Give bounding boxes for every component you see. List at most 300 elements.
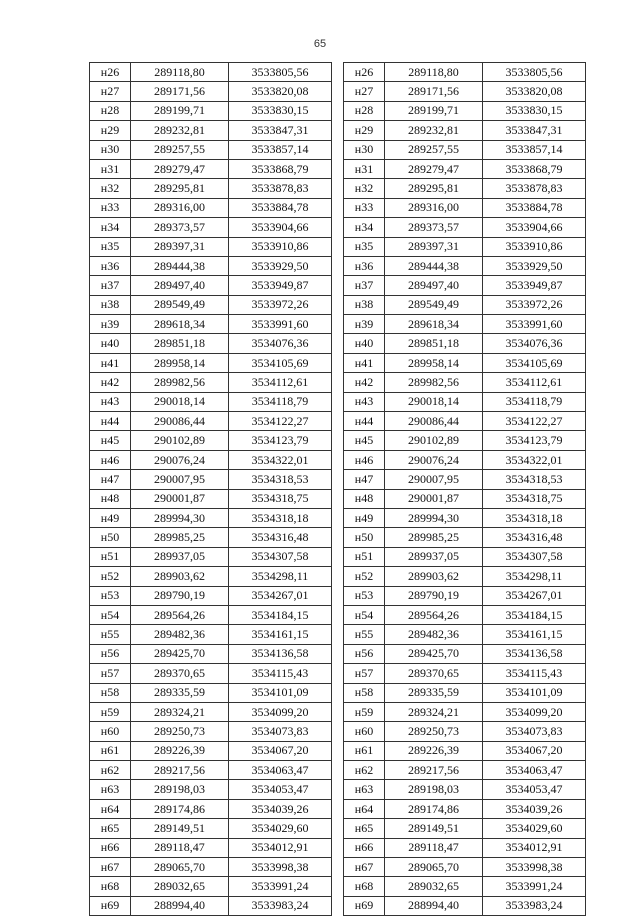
y-coordinate-cell: 3534136,58 — [483, 644, 586, 663]
table-row — [90, 392, 332, 411]
y-coordinate-cell: 3534029,60 — [229, 819, 332, 838]
point-id-cell: н65 — [344, 819, 385, 838]
y-coordinate-cell: 3534063,47 — [229, 761, 332, 780]
table-row — [90, 702, 332, 721]
point-id-cell: н27 — [344, 82, 385, 101]
point-id-cell: н62 — [90, 761, 131, 780]
table-row — [90, 586, 332, 605]
point-id-cell: н61 — [344, 741, 385, 760]
x-coordinate-cell: 289335,59 — [131, 683, 229, 702]
point-id-cell: н56 — [344, 644, 385, 663]
table-row — [90, 877, 332, 896]
point-id-cell: н49 — [90, 508, 131, 527]
point-id-cell: н53 — [90, 586, 131, 605]
y-coordinate-cell: 3534067,20 — [483, 741, 586, 760]
table-row — [90, 644, 332, 663]
point-id-cell: н44 — [344, 412, 385, 431]
x-coordinate-cell: 289217,56 — [131, 761, 229, 780]
y-coordinate-cell: 3534053,47 — [229, 780, 332, 799]
table-row — [344, 470, 586, 489]
point-id-cell: н43 — [344, 392, 385, 411]
table-row — [90, 664, 332, 683]
x-coordinate-cell: 289425,70 — [385, 644, 483, 663]
y-coordinate-cell: 3534012,91 — [483, 838, 586, 857]
point-id-cell: н52 — [344, 567, 385, 586]
coordinates-table-right-body — [344, 63, 586, 916]
y-coordinate-cell: 3534115,43 — [229, 664, 332, 683]
table-row — [90, 237, 332, 256]
point-id-cell: н28 — [90, 101, 131, 120]
y-coordinate-cell: 3533910,86 — [483, 237, 586, 256]
y-coordinate-cell: 3534123,79 — [229, 431, 332, 450]
point-id-cell: н54 — [344, 605, 385, 624]
x-coordinate-cell: 289065,70 — [131, 858, 229, 877]
point-id-cell: н31 — [344, 159, 385, 178]
x-coordinate-cell: 290102,89 — [131, 431, 229, 450]
x-coordinate-cell: 289397,31 — [131, 237, 229, 256]
table-row — [344, 644, 586, 663]
x-coordinate-cell: 289373,57 — [385, 218, 483, 237]
x-coordinate-cell: 289316,00 — [385, 198, 483, 217]
y-coordinate-cell: 3534112,61 — [229, 373, 332, 392]
table-row — [344, 567, 586, 586]
point-id-cell: н45 — [90, 431, 131, 450]
point-id-cell: н64 — [344, 799, 385, 818]
point-id-cell: н35 — [90, 237, 131, 256]
y-coordinate-cell: 3534053,47 — [483, 780, 586, 799]
table-row — [344, 489, 586, 508]
y-coordinate-cell: 3534122,27 — [229, 412, 332, 431]
point-id-cell: н44 — [90, 412, 131, 431]
table-row — [344, 353, 586, 372]
y-coordinate-cell: 3533857,14 — [483, 140, 586, 159]
point-id-cell: н32 — [90, 179, 131, 198]
y-coordinate-cell: 3533884,78 — [229, 198, 332, 217]
x-coordinate-cell: 289370,65 — [131, 664, 229, 683]
x-coordinate-cell: 289232,81 — [131, 121, 229, 140]
x-coordinate-cell: 289937,05 — [131, 547, 229, 566]
table-row — [344, 508, 586, 527]
table-row — [90, 82, 332, 101]
table-row — [344, 799, 586, 818]
point-id-cell: н30 — [90, 140, 131, 159]
point-id-cell: н52 — [90, 567, 131, 586]
x-coordinate-cell: 289257,55 — [131, 140, 229, 159]
table-row — [344, 159, 586, 178]
x-coordinate-cell: 289985,25 — [385, 528, 483, 547]
point-id-cell: н66 — [90, 838, 131, 857]
x-coordinate-cell: 289032,65 — [385, 877, 483, 896]
x-coordinate-cell: 289851,18 — [131, 334, 229, 353]
point-id-cell: н64 — [90, 799, 131, 818]
x-coordinate-cell: 289994,30 — [131, 508, 229, 527]
point-id-cell: н55 — [90, 625, 131, 644]
table-row — [344, 315, 586, 334]
point-id-cell: н59 — [90, 702, 131, 721]
x-coordinate-cell: 290001,87 — [385, 489, 483, 508]
x-coordinate-cell: 289958,14 — [131, 353, 229, 372]
y-coordinate-cell: 3534318,75 — [483, 489, 586, 508]
x-coordinate-cell: 289065,70 — [385, 858, 483, 877]
table-row — [90, 140, 332, 159]
table-row — [344, 295, 586, 314]
point-id-cell: н39 — [344, 315, 385, 334]
x-coordinate-cell: 289279,47 — [131, 159, 229, 178]
table-row — [90, 431, 332, 450]
y-coordinate-cell: 3533847,31 — [483, 121, 586, 140]
point-id-cell: н47 — [344, 470, 385, 489]
table-row — [90, 858, 332, 877]
y-coordinate-cell: 3534029,60 — [483, 819, 586, 838]
point-id-cell: н41 — [344, 353, 385, 372]
table-row — [90, 625, 332, 644]
point-id-cell: н48 — [344, 489, 385, 508]
table-row — [344, 683, 586, 702]
point-id-cell: н40 — [90, 334, 131, 353]
table-row — [90, 489, 332, 508]
x-coordinate-cell: 289903,62 — [131, 567, 229, 586]
y-coordinate-cell: 3534099,20 — [483, 702, 586, 721]
x-coordinate-cell: 289851,18 — [385, 334, 483, 353]
y-coordinate-cell: 3533991,60 — [483, 315, 586, 334]
y-coordinate-cell: 3533820,08 — [483, 82, 586, 101]
x-coordinate-cell: 290076,24 — [131, 450, 229, 469]
y-coordinate-cell: 3534115,43 — [483, 664, 586, 683]
y-coordinate-cell: 3534063,47 — [483, 761, 586, 780]
x-coordinate-cell: 289171,56 — [131, 82, 229, 101]
table-row — [344, 392, 586, 411]
x-coordinate-cell: 289564,26 — [131, 605, 229, 624]
point-id-cell: н30 — [344, 140, 385, 159]
table-row — [344, 373, 586, 392]
point-id-cell: н26 — [90, 63, 131, 82]
table-row — [344, 101, 586, 120]
x-coordinate-cell: 289149,51 — [131, 819, 229, 838]
x-coordinate-cell: 289482,36 — [131, 625, 229, 644]
table-row — [90, 722, 332, 741]
table-row — [344, 198, 586, 217]
x-coordinate-cell: 289295,81 — [131, 179, 229, 198]
x-coordinate-cell: 290007,95 — [385, 470, 483, 489]
x-coordinate-cell: 289226,39 — [385, 741, 483, 760]
point-id-cell: н42 — [90, 373, 131, 392]
point-id-cell: н33 — [90, 198, 131, 217]
point-id-cell: н48 — [90, 489, 131, 508]
y-coordinate-cell: 3533830,15 — [229, 101, 332, 120]
point-id-cell: н34 — [344, 218, 385, 237]
y-coordinate-cell: 3534318,75 — [229, 489, 332, 508]
y-coordinate-cell: 3533830,15 — [483, 101, 586, 120]
y-coordinate-cell: 3534318,18 — [229, 508, 332, 527]
point-id-cell: н38 — [90, 295, 131, 314]
x-coordinate-cell: 289198,03 — [385, 780, 483, 799]
x-coordinate-cell: 289790,19 — [385, 586, 483, 605]
x-coordinate-cell: 289444,38 — [385, 256, 483, 275]
point-id-cell: н62 — [344, 761, 385, 780]
table-row — [344, 450, 586, 469]
point-id-cell: н58 — [344, 683, 385, 702]
y-coordinate-cell: 3533868,79 — [483, 159, 586, 178]
x-coordinate-cell: 289279,47 — [385, 159, 483, 178]
y-coordinate-cell: 3534105,69 — [229, 353, 332, 372]
point-id-cell: н45 — [344, 431, 385, 450]
y-coordinate-cell: 3533972,26 — [229, 295, 332, 314]
table-row — [90, 198, 332, 217]
x-coordinate-cell: 289174,86 — [131, 799, 229, 818]
point-id-cell: н50 — [90, 528, 131, 547]
point-id-cell: н46 — [90, 450, 131, 469]
point-id-cell: н68 — [90, 877, 131, 896]
y-coordinate-cell: 3533884,78 — [483, 198, 586, 217]
table-row — [90, 683, 332, 702]
y-coordinate-cell: 3534318,53 — [229, 470, 332, 489]
y-coordinate-cell: 3533805,56 — [229, 63, 332, 82]
page-number: 65 — [313, 38, 327, 50]
point-id-cell: н51 — [344, 547, 385, 566]
x-coordinate-cell: 289295,81 — [385, 179, 483, 198]
x-coordinate-cell: 289618,34 — [131, 315, 229, 334]
table-row — [344, 276, 586, 295]
table-row — [90, 470, 332, 489]
point-id-cell: н34 — [90, 218, 131, 237]
y-coordinate-cell: 3534307,58 — [229, 547, 332, 566]
y-coordinate-cell: 3533857,14 — [229, 140, 332, 159]
y-coordinate-cell: 3533904,66 — [229, 218, 332, 237]
y-coordinate-cell: 3534161,15 — [483, 625, 586, 644]
table-row — [344, 722, 586, 741]
table-row — [344, 625, 586, 644]
x-coordinate-cell: 289425,70 — [131, 644, 229, 663]
y-coordinate-cell: 3534161,15 — [229, 625, 332, 644]
point-id-cell: н56 — [90, 644, 131, 663]
y-coordinate-cell: 3534073,83 — [229, 722, 332, 741]
x-coordinate-cell: 289316,00 — [131, 198, 229, 217]
point-id-cell: н43 — [90, 392, 131, 411]
table-row — [344, 218, 586, 237]
point-id-cell: н28 — [344, 101, 385, 120]
y-coordinate-cell: 3533805,56 — [483, 63, 586, 82]
x-coordinate-cell: 289118,47 — [131, 838, 229, 857]
table-row — [344, 121, 586, 140]
x-coordinate-cell: 289324,21 — [385, 702, 483, 721]
x-coordinate-cell: 289903,62 — [385, 567, 483, 586]
x-coordinate-cell: 289199,71 — [131, 101, 229, 120]
table-row — [90, 295, 332, 314]
x-coordinate-cell: 290007,95 — [131, 470, 229, 489]
point-id-cell: н47 — [90, 470, 131, 489]
table-row — [90, 276, 332, 295]
x-coordinate-cell: 289618,34 — [385, 315, 483, 334]
coordinates-table-left-body — [90, 63, 332, 916]
table-row — [90, 179, 332, 198]
table-row — [344, 819, 586, 838]
point-id-cell: н60 — [90, 722, 131, 741]
point-id-cell: н53 — [344, 586, 385, 605]
point-id-cell: н66 — [344, 838, 385, 857]
table-row — [90, 450, 332, 469]
table-row — [90, 780, 332, 799]
x-coordinate-cell: 289958,14 — [385, 353, 483, 372]
table-row — [344, 858, 586, 877]
point-id-cell: н55 — [344, 625, 385, 644]
x-coordinate-cell: 289482,36 — [385, 625, 483, 644]
x-coordinate-cell: 289335,59 — [385, 683, 483, 702]
table-row — [344, 664, 586, 683]
x-coordinate-cell: 289226,39 — [131, 741, 229, 760]
x-coordinate-cell: 289032,65 — [131, 877, 229, 896]
point-id-cell: н57 — [90, 664, 131, 683]
point-id-cell: н33 — [344, 198, 385, 217]
y-coordinate-cell: 3534099,20 — [229, 702, 332, 721]
y-coordinate-cell: 3534136,58 — [229, 644, 332, 663]
y-coordinate-cell: 3534298,11 — [483, 567, 586, 586]
point-id-cell: н40 — [344, 334, 385, 353]
y-coordinate-cell: 3534012,91 — [229, 838, 332, 857]
y-coordinate-cell: 3533991,60 — [229, 315, 332, 334]
x-coordinate-cell: 289118,80 — [385, 63, 483, 82]
point-id-cell: н67 — [344, 858, 385, 877]
y-coordinate-cell: 3533972,26 — [483, 295, 586, 314]
x-coordinate-cell: 288994,40 — [385, 896, 483, 915]
x-coordinate-cell: 289174,86 — [385, 799, 483, 818]
coordinates-table-left — [89, 62, 332, 916]
table-row — [344, 528, 586, 547]
x-coordinate-cell: 289250,73 — [131, 722, 229, 741]
point-id-cell: н36 — [344, 256, 385, 275]
table-row — [90, 896, 332, 915]
table-row — [90, 838, 332, 857]
point-id-cell: н65 — [90, 819, 131, 838]
x-coordinate-cell: 290018,14 — [385, 392, 483, 411]
x-coordinate-cell: 289232,81 — [385, 121, 483, 140]
x-coordinate-cell: 289564,26 — [385, 605, 483, 624]
y-coordinate-cell: 3534316,48 — [483, 528, 586, 547]
x-coordinate-cell: 289118,80 — [131, 63, 229, 82]
y-coordinate-cell: 3534118,79 — [483, 392, 586, 411]
point-id-cell: н69 — [344, 896, 385, 915]
point-id-cell: н51 — [90, 547, 131, 566]
x-coordinate-cell: 289790,19 — [131, 586, 229, 605]
table-row — [90, 334, 332, 353]
table-row — [90, 741, 332, 760]
y-coordinate-cell: 3534318,53 — [483, 470, 586, 489]
x-coordinate-cell: 290018,14 — [131, 392, 229, 411]
table-row — [344, 741, 586, 760]
table-row — [90, 101, 332, 120]
y-coordinate-cell: 3534267,01 — [229, 586, 332, 605]
table-row — [344, 179, 586, 198]
point-id-cell: н49 — [344, 508, 385, 527]
table-row — [344, 237, 586, 256]
point-id-cell: н29 — [344, 121, 385, 140]
point-id-cell: н31 — [90, 159, 131, 178]
y-coordinate-cell: 3533949,87 — [483, 276, 586, 295]
x-coordinate-cell: 289324,21 — [131, 702, 229, 721]
table-row — [90, 353, 332, 372]
x-coordinate-cell: 289549,49 — [385, 295, 483, 314]
x-coordinate-cell: 289149,51 — [385, 819, 483, 838]
point-id-cell: н54 — [90, 605, 131, 624]
point-id-cell: н26 — [344, 63, 385, 82]
table-row — [344, 431, 586, 450]
x-coordinate-cell: 289497,40 — [385, 276, 483, 295]
point-id-cell: н36 — [90, 256, 131, 275]
y-coordinate-cell: 3534118,79 — [229, 392, 332, 411]
table-row — [90, 412, 332, 431]
x-coordinate-cell: 289373,57 — [131, 218, 229, 237]
point-id-cell: н46 — [344, 450, 385, 469]
y-coordinate-cell: 3534067,20 — [229, 741, 332, 760]
x-coordinate-cell: 290001,87 — [131, 489, 229, 508]
table-row — [90, 605, 332, 624]
coordinates-table-right — [343, 62, 586, 916]
x-coordinate-cell: 289250,73 — [385, 722, 483, 741]
table-row — [90, 799, 332, 818]
table-row — [90, 761, 332, 780]
x-coordinate-cell: 289549,49 — [131, 295, 229, 314]
y-coordinate-cell: 3534307,58 — [483, 547, 586, 566]
y-coordinate-cell: 3533878,83 — [229, 179, 332, 198]
y-coordinate-cell: 3534184,15 — [483, 605, 586, 624]
table-row — [90, 567, 332, 586]
y-coordinate-cell: 3533949,87 — [229, 276, 332, 295]
table-row — [344, 896, 586, 915]
y-coordinate-cell: 3534039,26 — [229, 799, 332, 818]
y-coordinate-cell: 3534322,01 — [483, 450, 586, 469]
x-coordinate-cell: 289982,56 — [131, 373, 229, 392]
y-coordinate-cell: 3534318,18 — [483, 508, 586, 527]
point-id-cell: н42 — [344, 373, 385, 392]
table-row — [90, 508, 332, 527]
point-id-cell: н60 — [344, 722, 385, 741]
table-row — [344, 140, 586, 159]
y-coordinate-cell: 3534112,61 — [483, 373, 586, 392]
table-row — [344, 780, 586, 799]
x-coordinate-cell: 290086,44 — [131, 412, 229, 431]
table-row — [344, 877, 586, 896]
x-coordinate-cell: 288994,40 — [131, 896, 229, 915]
x-coordinate-cell: 290086,44 — [385, 412, 483, 431]
table-row — [90, 819, 332, 838]
x-coordinate-cell: 289994,30 — [385, 508, 483, 527]
y-coordinate-cell: 3533910,86 — [229, 237, 332, 256]
x-coordinate-cell: 289370,65 — [385, 664, 483, 683]
y-coordinate-cell: 3534039,26 — [483, 799, 586, 818]
y-coordinate-cell: 3533929,50 — [483, 256, 586, 275]
x-coordinate-cell: 289937,05 — [385, 547, 483, 566]
table-row — [90, 159, 332, 178]
x-coordinate-cell: 290102,89 — [385, 431, 483, 450]
point-id-cell: н29 — [90, 121, 131, 140]
y-coordinate-cell: 3534298,11 — [229, 567, 332, 586]
table-row — [90, 373, 332, 392]
point-id-cell: н67 — [90, 858, 131, 877]
x-coordinate-cell: 289397,31 — [385, 237, 483, 256]
table-row — [344, 761, 586, 780]
table-row — [90, 315, 332, 334]
y-coordinate-cell: 3534101,09 — [483, 683, 586, 702]
table-row — [90, 547, 332, 566]
table-row — [90, 63, 332, 82]
x-coordinate-cell: 290076,24 — [385, 450, 483, 469]
point-id-cell: н39 — [90, 315, 131, 334]
y-coordinate-cell: 3534123,79 — [483, 431, 586, 450]
y-coordinate-cell: 3533878,83 — [483, 179, 586, 198]
point-id-cell: н41 — [90, 353, 131, 372]
point-id-cell: н68 — [344, 877, 385, 896]
table-row — [344, 586, 586, 605]
y-coordinate-cell: 3533983,24 — [483, 896, 586, 915]
